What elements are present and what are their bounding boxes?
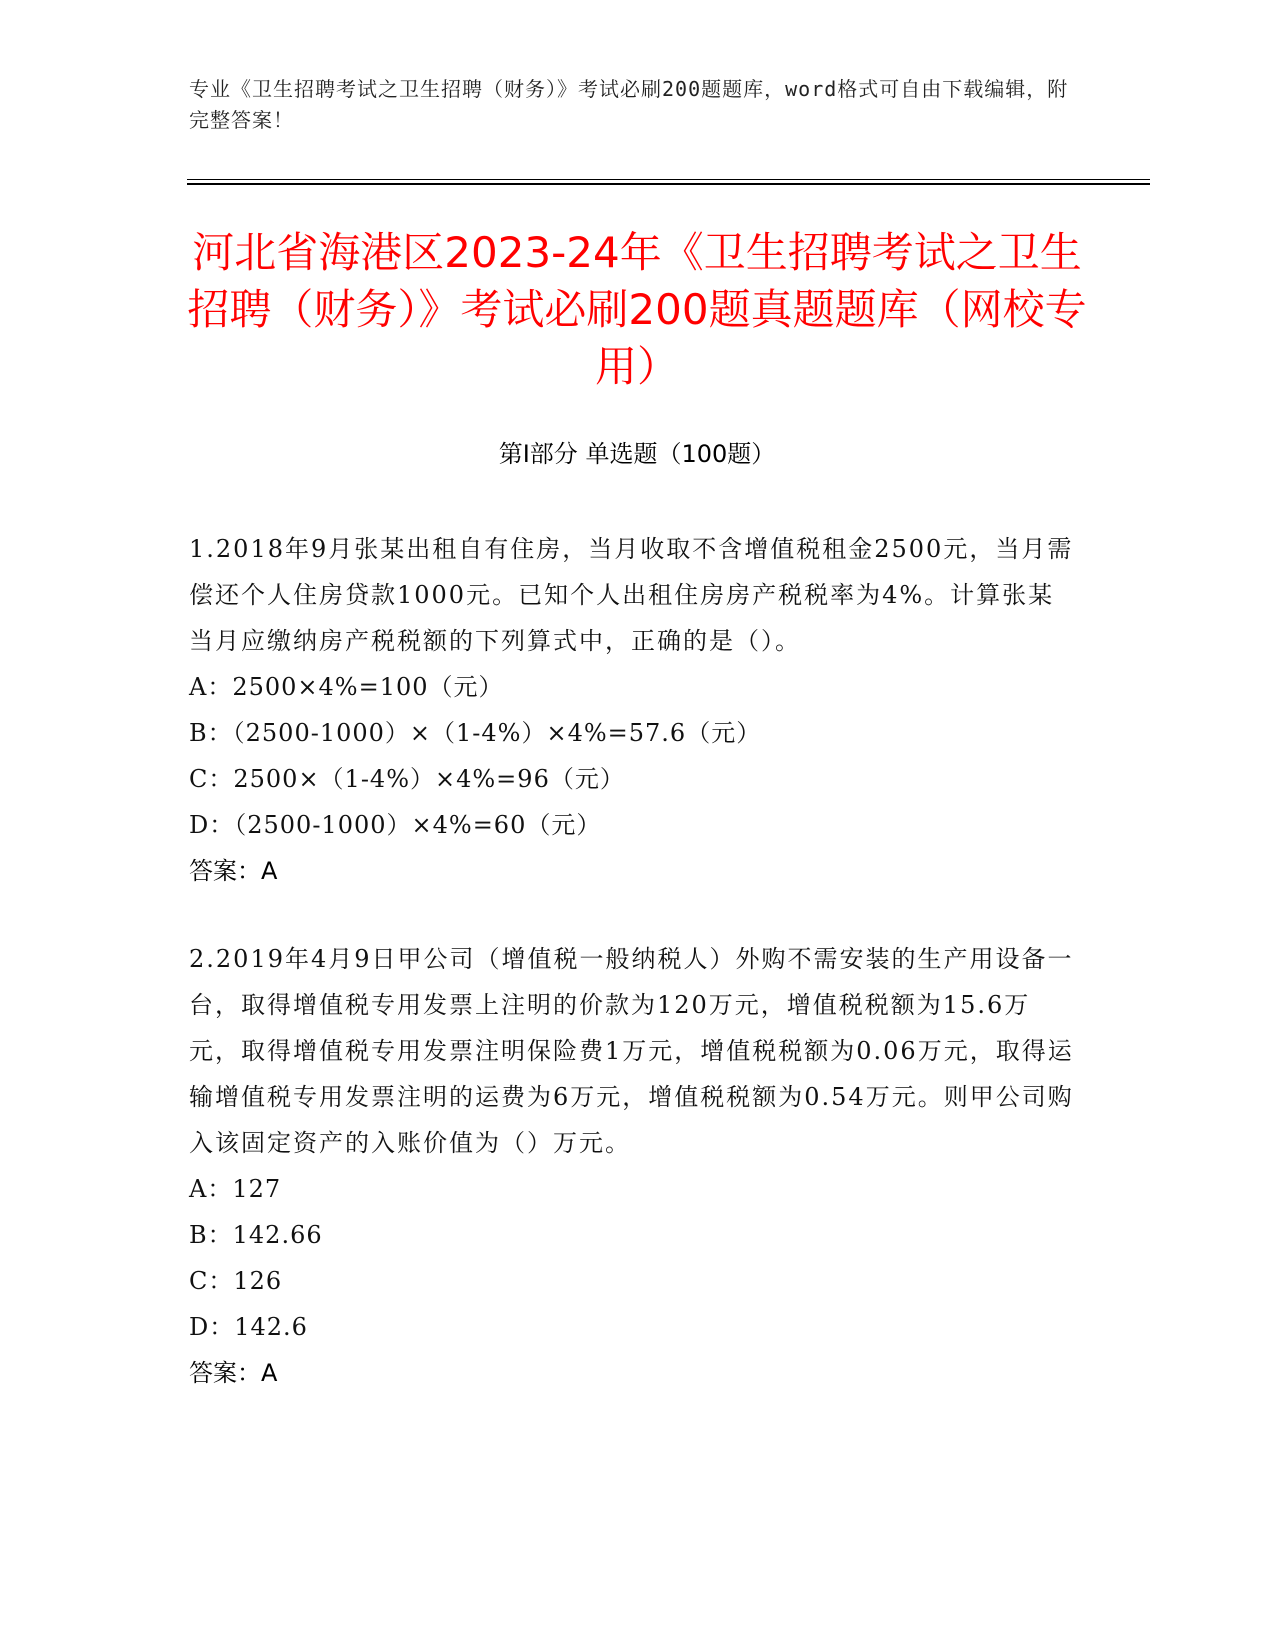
header-divider-thin [187, 179, 1150, 180]
answer-line: 答案：A [189, 1359, 278, 1387]
header-divider-thick [187, 183, 1150, 185]
question-1 [189, 526, 1079, 894]
header-note: 专业《卫生招聘考试之卫生招聘（财务）》考试必刷200题题库，word格式可自由下载编辑，附完整答案！ [189, 77, 1069, 132]
document-title: 河北省海港区2023-24年《卫生招聘考试之卫生招聘（财务）》考试必刷200题真题题库（网校专用） [187, 228, 1087, 391]
option-c: C：126 [189, 1267, 283, 1295]
option-a: A：127 [189, 1175, 282, 1203]
option-a: A：2500×4%=100（元） [189, 673, 504, 701]
option-d: D：（2500-1000）×4%=60（元） [189, 811, 602, 839]
question-stem: 1.2018年9月张某出租自有住房，当月收取不含增值税租金2500元，当月需偿还个人住房贷款1000元。已知个人出租住房房产税税率为4%。计算张某当月应缴纳房产税税额的下列算式中，正确的是（）。 [189, 535, 1074, 655]
option-c: C：2500×（1-4%）×4%=96（元） [189, 765, 625, 793]
question-stem: 2.2019年4月9日甲公司（增值税一般纳税人）外购不需安装的生产用设备一台，取得增值税专用发票上注明的价款为120万元，增值税税额为15.6万元，取得增值税专用发票注明保险费1万元，增值税税额为0.06万元，取得运输增值税专用发票注明的运费为6万元，增值税税额为0.54万元。则甲公司购入该固定资产的入账价值为（）万元。 [189, 945, 1074, 1157]
option-b: B：142.66 [189, 1221, 323, 1249]
answer-line: 答案：A [189, 857, 278, 885]
question-2 [189, 936, 1079, 1396]
option-d: D：142.6 [189, 1313, 308, 1341]
section-title: 第I部分 单选题（100题） [498, 440, 776, 468]
option-b: B：（2500-1000）×（1-4%）×4%=57.6（元） [189, 719, 762, 747]
